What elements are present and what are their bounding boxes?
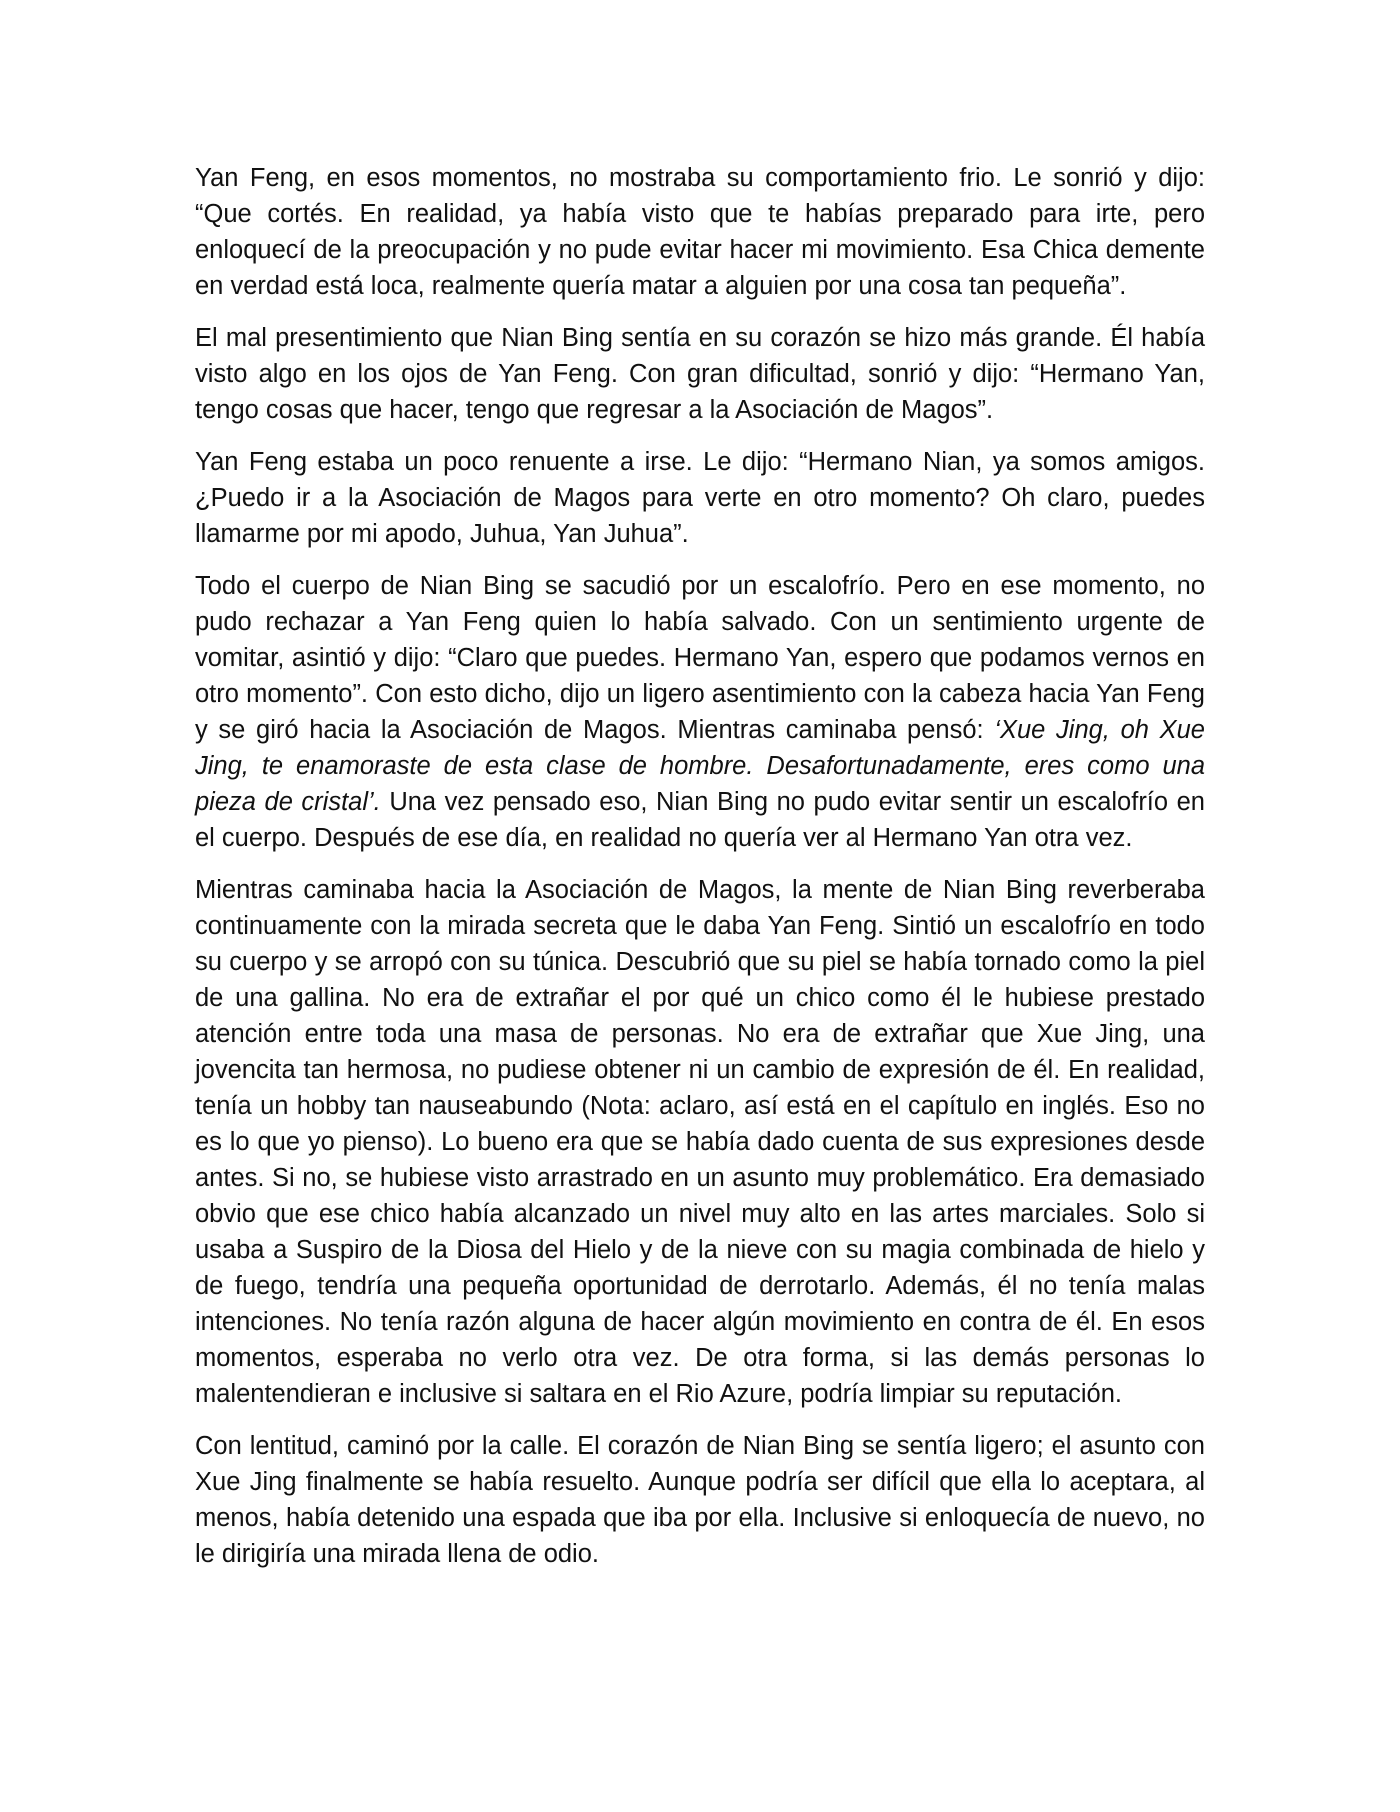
document-body: [195, 160, 1205, 1588]
paragraph-1: Yan Feng, en esos momentos, no mostraba su comportamiento frio. Le sonrió y dijo: “Que cortés. En realidad, ya había visto que te habías preparado para irte, pero enloquecí de la preocupación y no pude evitar hacer mi movimiento. Esa Chica demente en verdad está loca, realmente quería matar a alguien por una cosa tan pequeña”.: [195, 164, 1205, 300]
paragraph-4-text-before: Todo el cuerpo de Nian Bing se sacudió por un escalofrío. Pero en ese momento, no pudo rechazar a Yan Feng quien lo había salvado. Con un sentimiento urgente de vomitar, asintió y dijo: “Claro que puedes. Hermano Yan, espero que podamos vernos en otro momento”. Con esto dicho, dijo un ligero asentimiento con la cabeza hacia Yan Feng y se giró hacia la Asociación de Magos. Mientras caminaba pensó:: [195, 572, 1205, 744]
paragraph-5: Mientras caminaba hacia la Asociación de Magos, la mente de Nian Bing reverberaba continuamente con la mirada secreta que le daba Yan Feng. Sintió un escalofrío en todo su cuerpo y se arropó con su túnica. Descubrió que su piel se había tornado como la piel de una gallina. No era de extrañar el por qué un chico como él le hubiese prestado atención entre toda una masa de personas. No era de extrañar que Xue Jing, una jovencita tan hermosa, no pudiese obtener ni un cambio de expresión de él. En realidad, tenía un hobby tan nauseabundo (Nota: aclaro, así está en el capítulo en inglés. Eso no es lo que yo pienso). Lo bueno era que se había dado cuenta de sus expresiones desde antes. Si no, se hubiese visto arrastrado en un asunto muy problemático. Era demasiado obvio que ese chico había alcanzado un nivel muy alto en las artes marciales. Solo si usaba a Suspiro de la Diosa del Hielo y de la nieve con su magia combinada de hielo y de fuego, tendría una pequeña oportunidad de derrotarlo. Además, él no tenía malas intenciones. No tenía razón alguna de hacer algún movimiento en contra de él. En esos momentos, esperaba no verlo otra vez. De otra forma, si las demás personas lo malentendieran e inclusive si saltara en el Rio Azure, podría limpiar su reputación.: [195, 876, 1205, 1408]
paragraph-2: El mal presentimiento que Nian Bing sentía en su corazón se hizo más grande. Él había visto algo en los ojos de Yan Feng. Con gran dificultad, sonrió y dijo: “Hermano Yan, tengo cosas que hacer, tengo que regresar a la Asociación de Magos”.: [195, 324, 1205, 424]
paragraph-4: [195, 568, 1205, 856]
paragraph-4-text-after: Una vez pensado eso, Nian Bing no pudo evitar sentir un escalofrío en el cuerpo. Después de ese día, en realidad no quería ver al Hermano Yan otra vez.: [195, 788, 1205, 852]
paragraph-3: Yan Feng estaba un poco renuente a irse. Le dijo: “Hermano Nian, ya somos amigos. ¿Puedo ir a la Asociación de Magos para verte en otro momento? Oh claro, puedes llamarme por mi apodo, Juhua, Yan Juhua”.: [195, 448, 1205, 548]
paragraph-4-italic-thought: ‘Xue Jing, oh Xue Jing, te enamoraste de esta clase de hombre. Desafortunadamente, eres como una pieza de cristal’.: [195, 716, 1205, 816]
paragraph-6: Con lentitud, caminó por la calle. El corazón de Nian Bing se sentía ligero; el asunto con Xue Jing finalmente se había resuelto. Aunque podría ser difícil que ella lo aceptara, al menos, había detenido una espada que iba por ella. Inclusive si enloquecía de nuevo, no le dirigiría una mirada llena de odio.: [195, 1432, 1205, 1568]
